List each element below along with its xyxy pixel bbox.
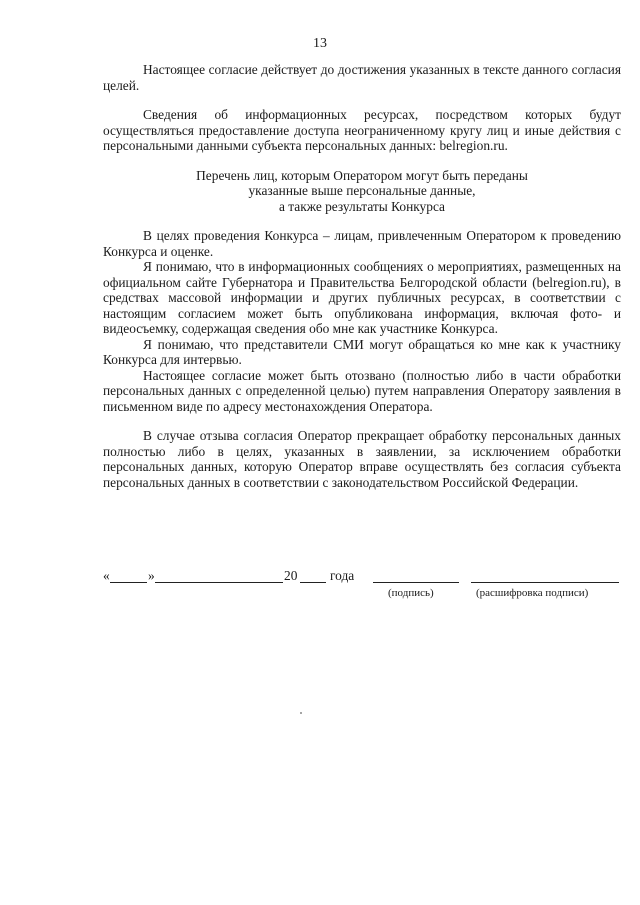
heading-line-2: указанные выше персональные данные, — [248, 183, 476, 198]
page-number: 13 — [313, 36, 327, 51]
caption-signature: (подпись) — [388, 587, 434, 599]
scan-speck — [300, 712, 302, 714]
date-month-line — [155, 582, 283, 583]
paragraph-publication: Я понимаю, что в информационных сообщениях о мероприятиях, размещенных на официальном сайте Губернатора и Правительства Белгородской области (belregion.ru), в средствах массовой информации и других публичных ресурсах, в соответствии с настоящим согласием может быть опубликована информация, включая фото- и видеосъемку, содержащая сведения обо мне как участнике Конкурса. — [103, 259, 621, 336]
date-year-prefix: 20 — [284, 568, 298, 583]
signature-transcript-line — [471, 582, 619, 583]
paragraph-revocation-effect: В случае отзыва согласия Оператор прекращает обработку персональных данных полностью либо в целях, указанных в заявлении, за исключением обработки персональных данных, которую Оператор вправе осуществлять без согласия субъекта персональных данных в соответствии с законодательством Российской Федерации. — [103, 428, 621, 490]
signature-line — [373, 582, 459, 583]
caption-transcript: (расшифровка подписи) — [476, 587, 589, 599]
date-day-line — [110, 582, 147, 583]
date-year-line — [300, 582, 326, 583]
heading-line-1: Перечень лиц, которым Оператором могут быть переданы — [196, 167, 528, 183]
date-quote-close: » — [148, 568, 155, 583]
date-year-suffix: года — [330, 568, 355, 583]
paragraph-revocation: Настоящее согласие может быть отозвано (полностью либо в части обработки персональных данных с определенной целью) путем направления Оператору заявления в письменном виде по адресу местонахождения Оператора. — [103, 367, 621, 414]
date-quote-open: « — [103, 568, 110, 583]
signature-row — [103, 568, 623, 588]
paragraph-purpose: В целях проведения Конкурса – лицам, привлеченным Оператором к проведению Конкурса и оценке. — [103, 228, 621, 259]
paragraph-validity: Настоящее согласие действует до достижения указанных в тексте данного согласия целей. — [103, 62, 621, 93]
heading-line-3: а также результаты Конкурса — [278, 198, 445, 214]
document-body — [103, 62, 621, 490]
paragraph-media: Я понимаю, что представители СМИ могут обращаться ко мне как к участнику Конкурса для интервью. — [103, 336, 621, 367]
paragraph-resources: Сведения об информационных ресурсах, посредством которых будут осуществляться предоставление доступа неограниченному кругу лиц и иные действия с персональными данными субъекта персональных данных: belregion.ru. — [103, 107, 621, 153]
